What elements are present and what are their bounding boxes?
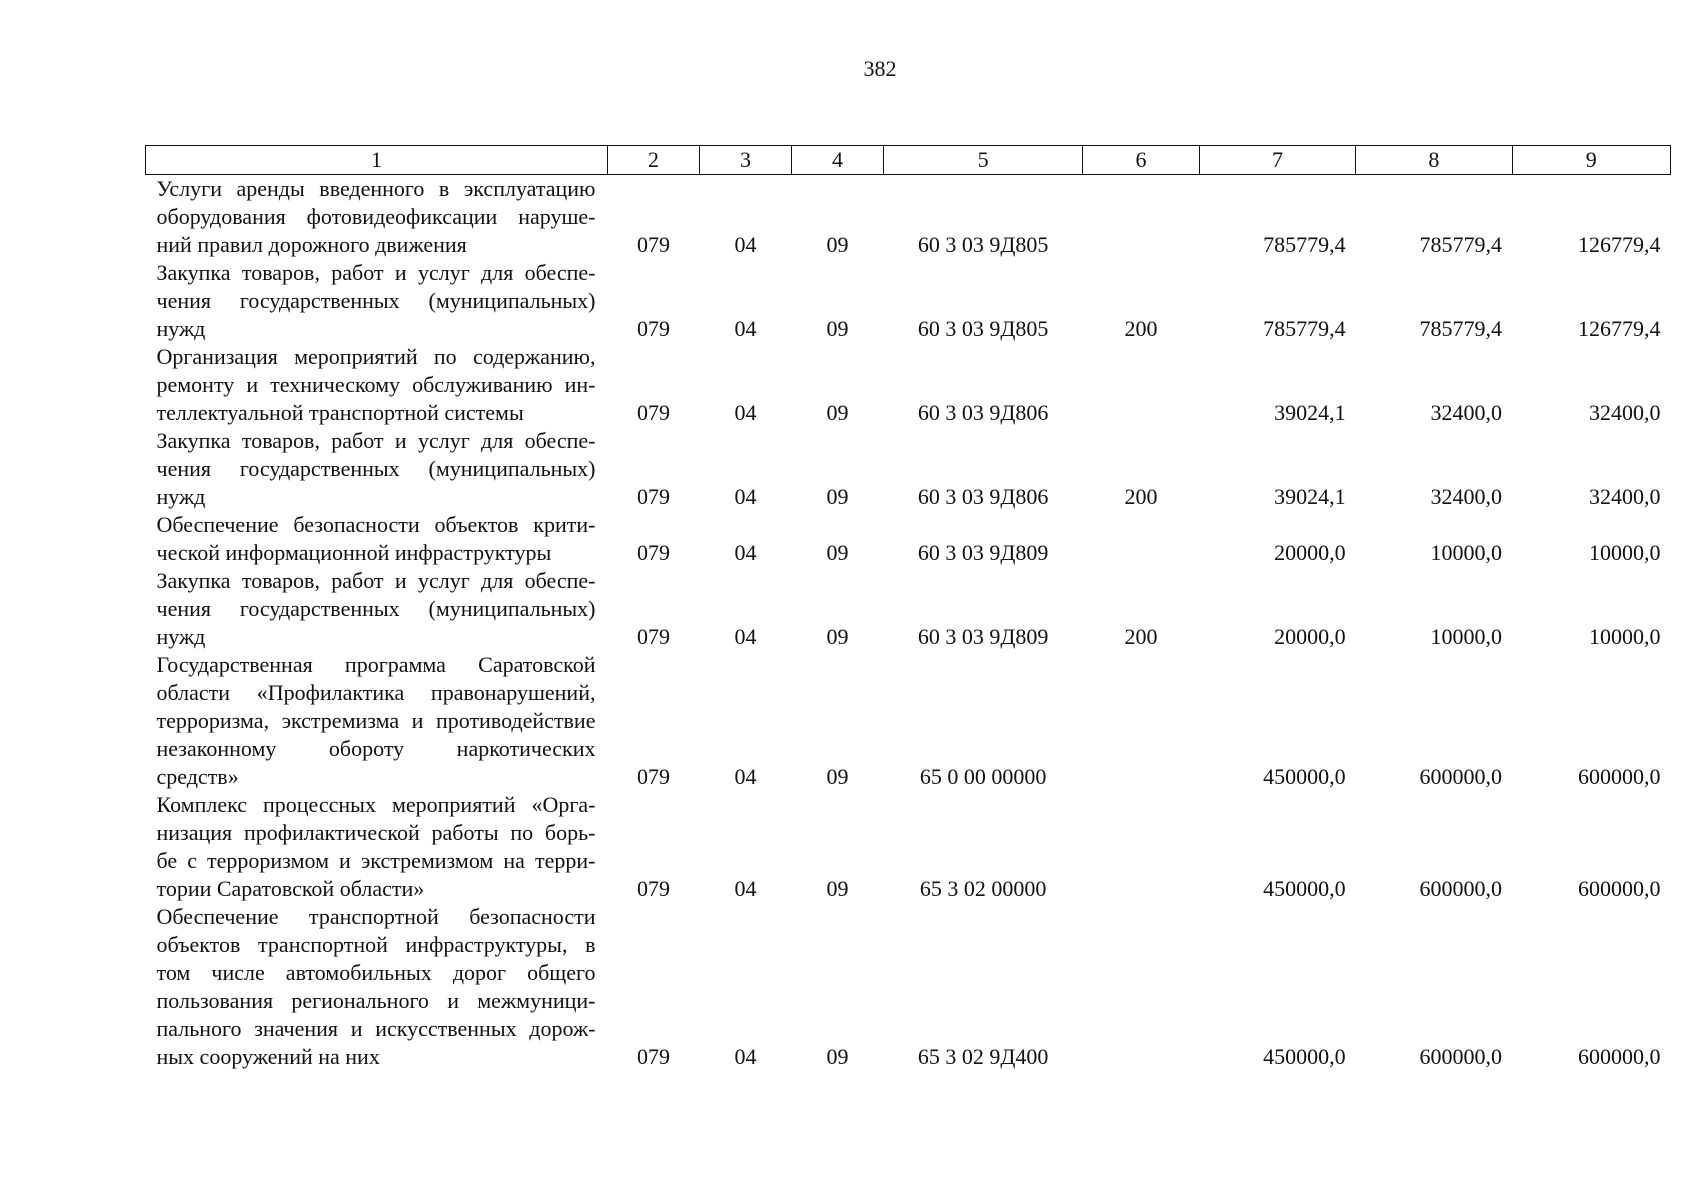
header-col-1: 1: [146, 146, 608, 175]
cell-section: 04: [734, 764, 757, 789]
table-row: [146, 791, 1671, 903]
cell-amount-year-2: 32400,0: [1430, 400, 1503, 425]
cell-target-article: 65 3 02 00000: [919, 876, 1047, 901]
cell-subsection: 09: [826, 484, 849, 509]
cell-amount-year-3: 126779,4: [1578, 232, 1661, 257]
cell-section: 04: [734, 540, 757, 565]
description-line: пользования регионального и межмуници-: [156, 988, 596, 1013]
table-row: [146, 259, 1671, 343]
cell-subsection: 09: [826, 540, 849, 565]
header-col-5: 5: [883, 146, 1082, 175]
cell-target-article: 60 3 03 9Д809: [917, 540, 1049, 565]
cell-chapter: 079: [636, 876, 670, 901]
cell-target-article: 65 0 00 00000: [919, 764, 1047, 789]
cell-amount-year-1: 450000,0: [1263, 764, 1346, 789]
description-line: низация профилактической работы по борь-: [156, 820, 596, 845]
table-row: [146, 511, 1671, 567]
description-line: Услуги аренды введенного в эксплуатацию: [156, 176, 596, 201]
description-line: незаконному обороту наркотических: [156, 736, 596, 761]
cell-amount-year-3: 600000,0: [1578, 876, 1661, 901]
header-col-2: 2: [607, 146, 699, 175]
cell-subsection: 09: [826, 232, 849, 257]
cell-amount-year-3: 32400,0: [1589, 400, 1661, 425]
description-line: Обеспечение транспортной безопасности: [156, 904, 596, 929]
description-line: ных сооружений на них: [156, 1044, 380, 1069]
cell-amount-year-1: 39024,1: [1274, 484, 1346, 509]
cell-section: 04: [734, 1044, 757, 1069]
header-col-9: 9: [1512, 146, 1670, 175]
cell-subsection: 09: [826, 400, 849, 425]
cell-section: 04: [734, 484, 757, 509]
description-line: ний правил дорожного движения: [156, 232, 467, 257]
cell-amount-year-1: 39024,1: [1274, 400, 1346, 425]
cell-chapter: 079: [636, 484, 670, 509]
row-description: [146, 511, 608, 567]
cell-chapter: 079: [636, 316, 670, 341]
cell-amount-year-2: 32400,0: [1430, 484, 1503, 509]
description-line: тории Саратовской области»: [156, 876, 425, 901]
description-line: пального значения и искусственных дорож-: [156, 1016, 596, 1041]
cell-amount-year-2: 10000,0: [1430, 624, 1503, 649]
cell-expense-type: [1083, 511, 1200, 567]
cell-amount-year-1: 785779,4: [1263, 316, 1346, 341]
description-line: нужд: [156, 316, 206, 341]
row-description: [146, 791, 608, 903]
header-col-7: 7: [1199, 146, 1355, 175]
cell-expense-type: [1083, 791, 1200, 903]
cell-amount-year-1: 450000,0: [1263, 876, 1346, 901]
table-row: [146, 175, 1671, 260]
cell-amount-year-1: 20000,0: [1274, 540, 1346, 565]
row-description: [146, 903, 608, 1071]
table-row: [146, 651, 1671, 791]
cell-expense-type: 200: [1124, 624, 1158, 649]
description-line: Закупка товаров, работ и услуг для обеспе-: [156, 260, 596, 285]
cell-amount-year-3: 32400,0: [1589, 484, 1661, 509]
row-description: [146, 567, 608, 651]
cell-amount-year-3: 126779,4: [1578, 316, 1661, 341]
row-description: [146, 343, 608, 427]
cell-amount-year-3: 10000,0: [1589, 624, 1661, 649]
description-line: ремонту и техническому обслуживанию ин-: [156, 372, 596, 397]
cell-chapter: 079: [636, 1044, 670, 1069]
cell-subsection: 09: [826, 316, 849, 341]
cell-amount-year-1: 450000,0: [1263, 1044, 1346, 1069]
description-line: теллектуальной транспортной системы: [156, 400, 524, 425]
description-line: Комплекс процессных мероприятий «Орга-: [156, 792, 596, 817]
description-line: Закупка товаров, работ и услуг для обеспе-: [156, 428, 596, 453]
header-col-3: 3: [699, 146, 791, 175]
description-line: бе с терроризмом и экстремизмом на терри-: [156, 848, 596, 873]
table-header-row: [146, 146, 1671, 175]
header-col-8: 8: [1356, 146, 1512, 175]
cell-target-article: 60 3 03 9Д805: [917, 232, 1049, 257]
table-row: [146, 427, 1671, 511]
header-col-6: 6: [1083, 146, 1200, 175]
cell-target-article: 60 3 03 9Д806: [917, 484, 1049, 509]
cell-subsection: 09: [826, 764, 849, 789]
description-line: Организация мероприятий по содержанию,: [156, 344, 596, 369]
cell-section: 04: [734, 624, 757, 649]
cell-amount-year-1: 20000,0: [1274, 624, 1346, 649]
description-line: чения государственных (муниципальных): [156, 288, 596, 313]
header-col-4: 4: [791, 146, 883, 175]
description-line: средств»: [156, 764, 239, 789]
cell-target-article: 60 3 03 9Д809: [917, 624, 1049, 649]
cell-expense-type: 200: [1124, 316, 1158, 341]
cell-section: 04: [734, 232, 757, 257]
cell-expense-type: [1083, 343, 1200, 427]
table-row: [146, 903, 1671, 1071]
description-line: чения государственных (муниципальных): [156, 456, 596, 481]
table-body: [146, 175, 1671, 1072]
table-row: [146, 567, 1671, 651]
cell-section: 04: [734, 400, 757, 425]
cell-chapter: 079: [636, 540, 670, 565]
cell-chapter: 079: [636, 232, 670, 257]
cell-amount-year-3: 600000,0: [1578, 1044, 1661, 1069]
cell-chapter: 079: [636, 624, 670, 649]
cell-expense-type: [1083, 903, 1200, 1071]
page-number: 382: [863, 56, 897, 81]
description-line: том числе автомобильных дорог общего: [156, 960, 596, 985]
cell-subsection: 09: [826, 1044, 849, 1069]
description-line: нужд: [156, 624, 206, 649]
cell-amount-year-3: 10000,0: [1589, 540, 1661, 565]
description-line: области «Профилактика правонарушений,: [156, 680, 596, 705]
cell-target-article: 60 3 03 9Д805: [917, 316, 1049, 341]
cell-subsection: 09: [826, 624, 849, 649]
cell-target-article: 65 3 02 9Д400: [917, 1044, 1049, 1069]
description-line: Обеспечение безопасности объектов крити-: [156, 512, 596, 537]
cell-section: 04: [734, 316, 757, 341]
cell-amount-year-2: 600000,0: [1419, 764, 1503, 789]
description-line: чения государственных (муниципальных): [156, 596, 596, 621]
cell-amount-year-2: 785779,4: [1419, 232, 1503, 257]
cell-amount-year-1: 785779,4: [1263, 232, 1346, 257]
description-line: терроризма, экстремизма и противодействие: [156, 708, 596, 733]
description-line: оборудования фотовидеофиксации наруше-: [156, 204, 596, 229]
cell-target-article: 60 3 03 9Д806: [917, 400, 1049, 425]
cell-subsection: 09: [826, 876, 849, 901]
cell-section: 04: [734, 876, 757, 901]
cell-amount-year-3: 600000,0: [1578, 764, 1661, 789]
table-row: [146, 343, 1671, 427]
description-line: нужд: [156, 484, 206, 509]
budget-table: [145, 145, 1671, 1071]
cell-amount-year-2: 600000,0: [1419, 1044, 1503, 1069]
row-description: [146, 259, 608, 343]
row-description: [146, 427, 608, 511]
description-line: Государственная программа Саратовской: [156, 652, 596, 677]
row-description: [146, 175, 608, 260]
cell-amount-year-2: 10000,0: [1430, 540, 1503, 565]
cell-chapter: 079: [636, 764, 670, 789]
description-line: ческой информационной инфраструктуры: [156, 540, 552, 565]
description-line: Закупка товаров, работ и услуг для обеспе-: [156, 568, 596, 593]
cell-expense-type: [1083, 175, 1200, 260]
cell-amount-year-2: 785779,4: [1419, 316, 1503, 341]
description-line: объектов транспортной инфраструктуры, в: [156, 932, 596, 957]
cell-expense-type: [1083, 651, 1200, 791]
cell-chapter: 079: [636, 400, 670, 425]
cell-expense-type: 200: [1124, 484, 1158, 509]
cell-amount-year-2: 600000,0: [1419, 876, 1503, 901]
row-description: [146, 651, 608, 791]
